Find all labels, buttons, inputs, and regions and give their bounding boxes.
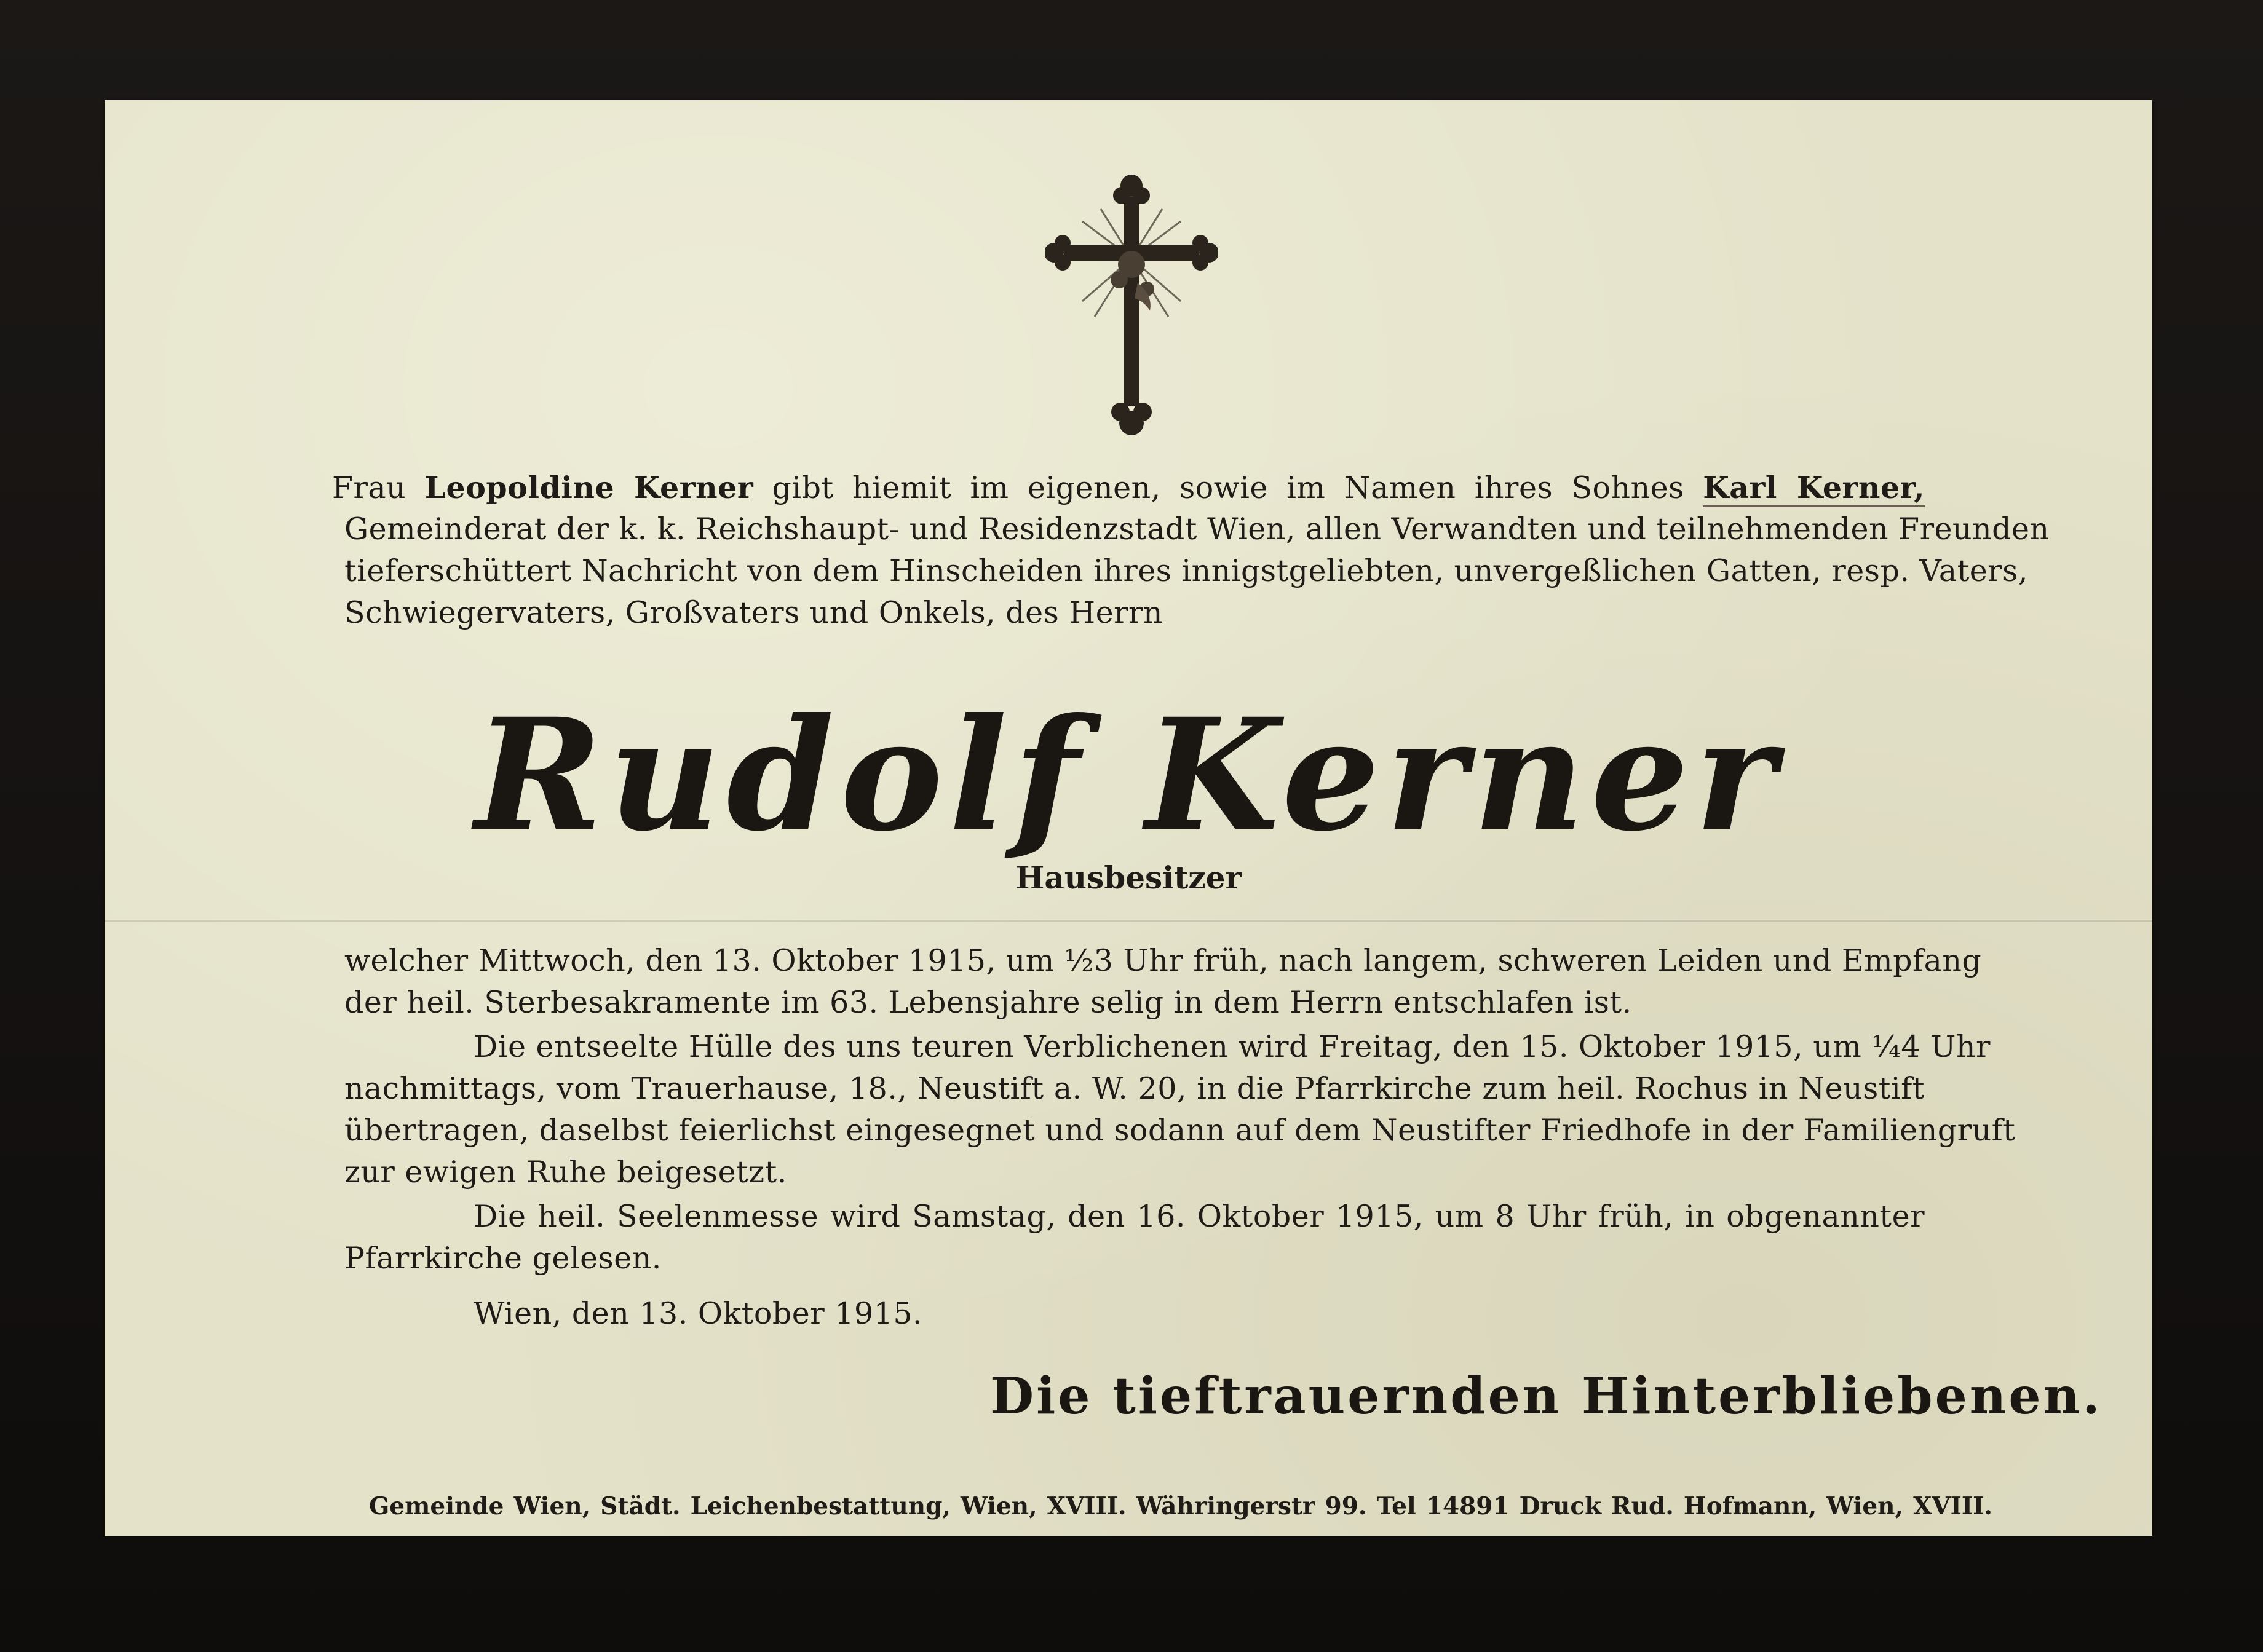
- intro-prefix: Frau: [332, 470, 425, 505]
- p3-line-1: Die heil. Seelenmesse wird Samstag, den 16. Oktober 1915, um 8 Uhr früh, in obgenannter: [474, 1199, 1925, 1234]
- intro-line-3: tieferschüttert Nachricht von dem Hinscheiden ihres innigstgeliebten, unvergeßlichen Gatten, resp. Vaters,: [344, 553, 2028, 588]
- paper-fold: [105, 919, 2152, 923]
- closing-signature: Die tieftrauernden Hinterbliebenen.: [990, 1367, 2102, 1426]
- intro-middle: gibt hiemit im eigenen, sowie im Namen ihres Sohnes: [753, 470, 1703, 505]
- cross-icon: [1045, 172, 1218, 440]
- intro-line-4: Schwiegervaters, Großvaters und Onkels, des Herrn: [344, 595, 1163, 630]
- widow-name: Leopoldine Kerner: [424, 470, 754, 505]
- p1-line-2: der heil. Sterbesakramente im 63. Lebensjahre selig in dem Herrn entschlafen ist.: [344, 985, 1632, 1020]
- p2-line-1: Die entseelte Hülle des uns teuren Verblichenen wird Freitag, den 15. Oktober 1915, um ¼4 Uhr: [474, 1029, 1991, 1064]
- printer-footer: Gemeinde Wien, Städt. Leichenbestattung, Wien, XVIII. Währingerstr 99. Tel 14891 Druck Rud. Hofmann, Wien, XVIII.: [369, 1492, 1992, 1520]
- intro-line-1: [332, 469, 1925, 507]
- p1-line-1: welcher Mittwoch, den 13. Oktober 1915, um ½3 Uhr früh, nach langem, schweren Leiden und Empfang: [344, 943, 1982, 978]
- p2-line-2: nachmittags, vom Trauerhause, 18., Neustift a. W. 20, in die Pfarrkirche zum heil. Rochus in Neustift: [344, 1071, 1925, 1106]
- place-date: Wien, den 13. Oktober 1915.: [474, 1296, 923, 1331]
- intro-line-2: Gemeinderat der k. k. Reichshaupt- und Residenzstadt Wien, allen Verwandten und teilnehmenden Freunden: [344, 512, 2050, 547]
- son-name: Karl Kerner,: [1703, 470, 1925, 507]
- p2-line-3: übertragen, daselbst feierlichst eingesegnet und sodann auf dem Neustifter Friedhofe in der Familiengruft: [344, 1113, 2016, 1148]
- p2-line-4: zur ewigen Ruhe beigesetzt.: [344, 1155, 787, 1190]
- deceased-occupation: Hausbesitzer: [1015, 860, 1242, 896]
- death-notice-sheet: [105, 100, 2152, 1536]
- deceased-name: Rudolf Kerner: [475, 684, 1782, 865]
- p3-line-2: Pfarrkirche gelesen.: [344, 1241, 662, 1276]
